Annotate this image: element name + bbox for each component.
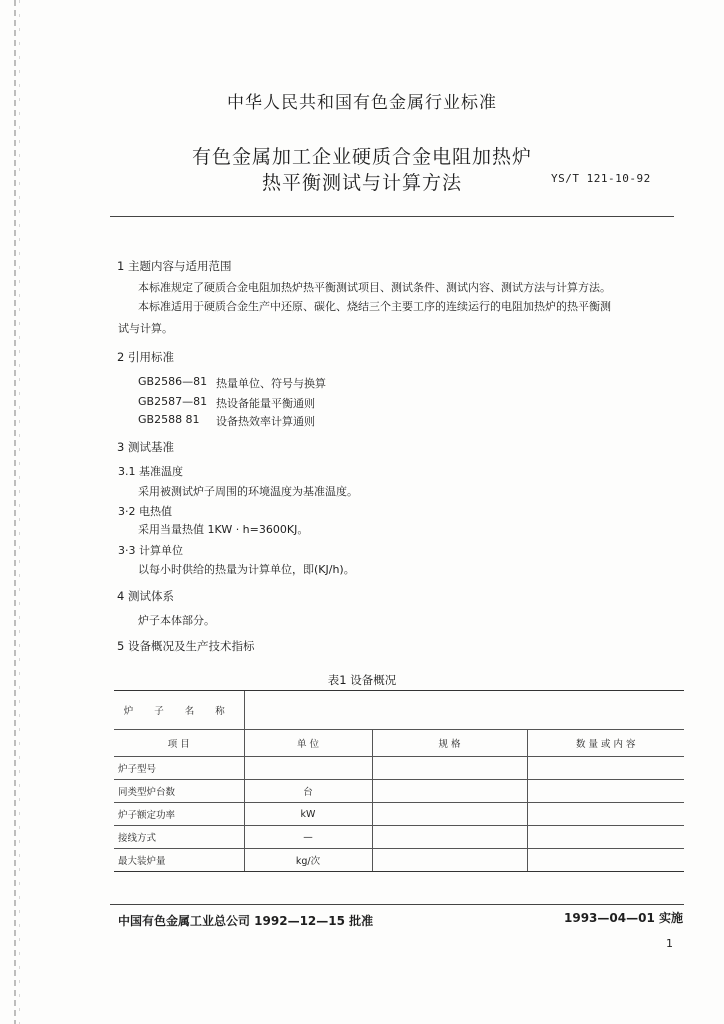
section-3-heading: 3 测试基准	[117, 440, 174, 454]
row-spec	[372, 803, 527, 826]
section-1-heading: 1 主题内容与适用范围	[117, 259, 232, 273]
row-item: 同类型炉台数	[114, 780, 244, 803]
section-1-paragraph-2-cont: 试与计算。	[118, 322, 173, 335]
footer-divider	[110, 904, 684, 905]
standard-organization: 中华人民共和国有色金属行业标准	[227, 93, 497, 113]
header-divider	[110, 216, 674, 217]
row-item: 炉子型号	[114, 757, 244, 780]
section-3-1-heading: 3.1 基准温度	[118, 465, 183, 478]
section-3-3-heading: 3·3 计算单位	[118, 544, 183, 557]
section-3-3-text: 以每小时供给的热量为计算单位，即(KJ/h)。	[138, 563, 355, 576]
implementation-date: 1993—04—01 实施	[564, 911, 683, 925]
section-3-2-text: 采用当量热值 1KW · h=3600KJ。	[138, 523, 309, 536]
row-quantity	[527, 780, 684, 803]
row-quantity	[527, 803, 684, 826]
header-spec: 规 格	[372, 730, 527, 757]
row-unit: 台	[244, 780, 372, 803]
header-unit: 单 位	[244, 730, 372, 757]
table-row	[114, 826, 684, 849]
row-spec	[372, 849, 527, 872]
equipment-table	[114, 690, 684, 872]
section-1-paragraph-1: 本标准规定了硬质合金电阻加热炉热平衡测试项目、测试条件、测试内容、测试方法与计算方法。	[138, 281, 611, 294]
section-4-heading: 4 测试体系	[117, 589, 174, 603]
header-item: 项 目	[114, 730, 244, 757]
table-row	[114, 780, 684, 803]
reference-title: 热设备能量平衡通则	[216, 397, 315, 410]
row-unit: —	[244, 826, 372, 849]
standard-title-line1: 有色金属加工企业硬质合金电阻加热炉	[191, 146, 532, 168]
row-quantity	[527, 849, 684, 872]
table-caption: 表1 设备概况	[327, 673, 397, 687]
row-spec	[372, 780, 527, 803]
row-unit: kg/次	[244, 849, 372, 872]
standard-code: YS/T 121-10-92	[551, 172, 651, 185]
table-header-row	[114, 730, 684, 757]
reference-code: GB2586—81	[138, 375, 208, 388]
row-unit	[244, 757, 372, 780]
row-quantity	[527, 826, 684, 849]
row-quantity	[527, 757, 684, 780]
row-item: 最大装炉量	[114, 849, 244, 872]
row-item: 炉子额定功率	[114, 803, 244, 826]
row-spec	[372, 757, 527, 780]
section-3-2-heading: 3·2 电热值	[118, 505, 172, 518]
table-row	[114, 757, 684, 780]
page-number: 1	[666, 937, 673, 950]
row-spec	[372, 826, 527, 849]
table-row	[114, 849, 684, 872]
row-item: 接线方式	[114, 826, 244, 849]
section-1-paragraph-2: 本标准适用于硬质合金生产中还原、碳化、烧结三个主要工序的连续运行的电阻加热炉的热平衡测	[138, 300, 611, 313]
section-5-heading: 5 设备概况及生产技术指标	[117, 639, 255, 653]
table-row	[114, 803, 684, 826]
reference-title: 热量单位、符号与换算	[216, 377, 326, 390]
reference-code: GB2587—81	[138, 395, 208, 408]
reference-code: GB2588 81	[138, 413, 200, 426]
row-unit: kW	[244, 803, 372, 826]
section-4-text: 炉子本体部分。	[138, 614, 215, 627]
header-quantity: 数 量 或 内 容	[527, 730, 684, 757]
table-row-furnace-name	[114, 691, 684, 730]
reference-title: 设备热效率计算通则	[216, 415, 315, 428]
approval-line: 中国有色金属工业总公司 1992—12—15 批准	[118, 914, 374, 928]
section-3-1-text: 采用被测试炉子周围的环境温度为基准温度。	[138, 485, 358, 498]
furnace-name-value	[244, 691, 684, 730]
section-2-heading: 2 引用标准	[117, 350, 174, 364]
furnace-name-label: 炉 子 名 称	[114, 691, 244, 730]
standard-title-line2: 热平衡测试与计算方法	[261, 172, 462, 194]
